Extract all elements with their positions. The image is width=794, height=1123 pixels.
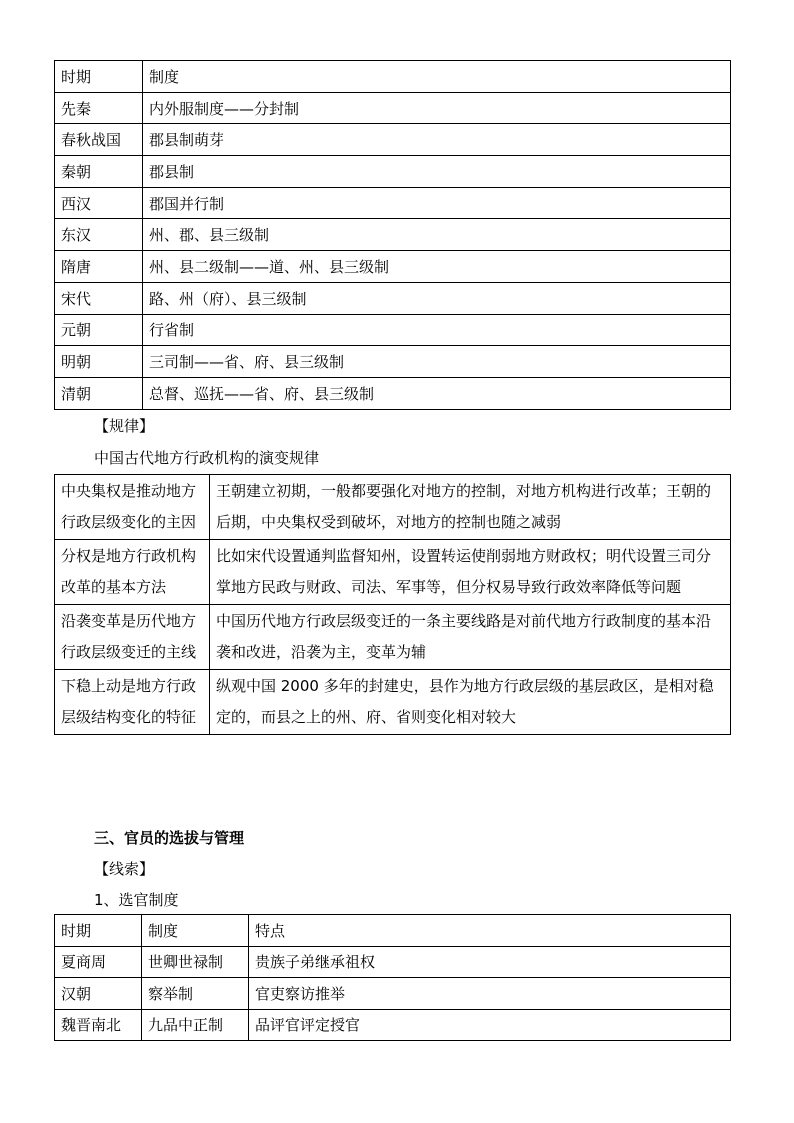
official-selection-table [54, 914, 731, 1041]
period-cell: 魏晋南北 [55, 1009, 142, 1041]
rule-cell: 沿袭变革是历代地方行政层级变迁的主线 [55, 605, 210, 670]
table-row [55, 346, 731, 378]
table-row [55, 377, 731, 409]
table-row [55, 946, 731, 978]
table-row [55, 92, 731, 124]
rule-explanation-cell: 纵观中国 2000 多年的封建史，县作为地方行政层级的基层政区，是相对稳定的，而县之上的州、府、省则变化相对较大 [210, 670, 731, 735]
period-cell: 元朝 [55, 314, 143, 346]
rule-explanation-cell: 中国历代地方行政层级变迁的一条主要线路是对前代地方行政制度的基本沿袭和改进，沿袭为主，变革为辅 [210, 605, 731, 670]
table-row [55, 670, 731, 735]
table-row [55, 1009, 731, 1041]
header-cell-feature: 特点 [249, 915, 731, 947]
feature-cell: 品评官评定授官 [249, 1009, 731, 1041]
rule-cell: 中央集权是推动地方行政层级变化的主因 [55, 475, 210, 540]
period-cell: 隋唐 [55, 251, 143, 283]
period-cell: 宋代 [55, 282, 143, 314]
rule-cell: 下稳上动是地方行政层级结构变化的特征 [55, 670, 210, 735]
period-cell: 先秦 [55, 92, 143, 124]
local-admin-table [54, 60, 731, 410]
period-cell: 清朝 [55, 377, 143, 409]
system-cell: 郡县制 [143, 156, 731, 188]
period-cell: 明朝 [55, 346, 143, 378]
table-row [55, 251, 731, 283]
rule-cell: 分权是地方行政机构改革的基本方法 [55, 540, 210, 605]
header-cell-period: 时期 [55, 61, 143, 93]
table-row [55, 540, 731, 605]
table-row [55, 156, 731, 188]
table-row [55, 978, 731, 1010]
system-cell: 总督、巡抚——省、府、县三级制 [143, 377, 731, 409]
system-cell: 州、县二级制——道、州、县三级制 [143, 251, 731, 283]
header-cell-system: 制度 [142, 915, 249, 947]
header-cell-system: 制度 [143, 61, 731, 93]
system-cell: 九品中正制 [142, 1009, 249, 1041]
system-cell: 郡国并行制 [143, 187, 731, 219]
system-cell: 州、郡、县三级制 [143, 219, 731, 251]
table-row [55, 605, 731, 670]
system-cell: 行省制 [143, 314, 731, 346]
rule-subtitle: 中国古代地方行政机构的演变规律 [94, 449, 320, 467]
evolution-rules-table [54, 474, 731, 735]
table-header-row [55, 915, 731, 947]
rule-heading: 【规律】 [94, 417, 155, 435]
period-cell: 汉朝 [55, 978, 142, 1010]
period-cell: 西汉 [55, 187, 143, 219]
period-cell: 春秋战国 [55, 124, 143, 156]
system-cell: 郡县制萌芽 [143, 124, 731, 156]
table-row [55, 124, 731, 156]
table-row [55, 314, 731, 346]
section-three-heading: 三、官员的选拔与管理 [94, 829, 245, 847]
table-row [55, 219, 731, 251]
system-cell: 三司制——省、府、县三级制 [143, 346, 731, 378]
system-cell: 察举制 [142, 978, 249, 1010]
table-row [55, 475, 731, 540]
period-cell: 秦朝 [55, 156, 143, 188]
header-cell-period: 时期 [55, 915, 142, 947]
feature-cell: 贵族子弟继承祖权 [249, 946, 731, 978]
table-row [55, 187, 731, 219]
clue-heading: 【线索】 [94, 860, 155, 878]
table-row [55, 282, 731, 314]
rule-explanation-cell: 比如宋代设置通判监督知州，设置转运使削弱地方财政权；明代设置三司分掌地方民政与财政、司法、军事等，但分权易导致行政效率降低等问题 [210, 540, 731, 605]
period-cell: 东汉 [55, 219, 143, 251]
feature-cell: 官吏察访推举 [249, 978, 731, 1010]
system-cell: 路、州（府）、县三级制 [143, 282, 731, 314]
table-header-row [55, 61, 731, 93]
rule-explanation-cell: 王朝建立初期，一般都要强化对地方的控制，对地方机构进行改革；王朝的后期，中央集权受到破坏，对地方的控制也随之减弱 [210, 475, 731, 540]
item-heading: 1、选官制度 [94, 891, 179, 909]
system-cell: 内外服制度——分封制 [143, 92, 731, 124]
period-cell: 夏商周 [55, 946, 142, 978]
system-cell: 世卿世禄制 [142, 946, 249, 978]
